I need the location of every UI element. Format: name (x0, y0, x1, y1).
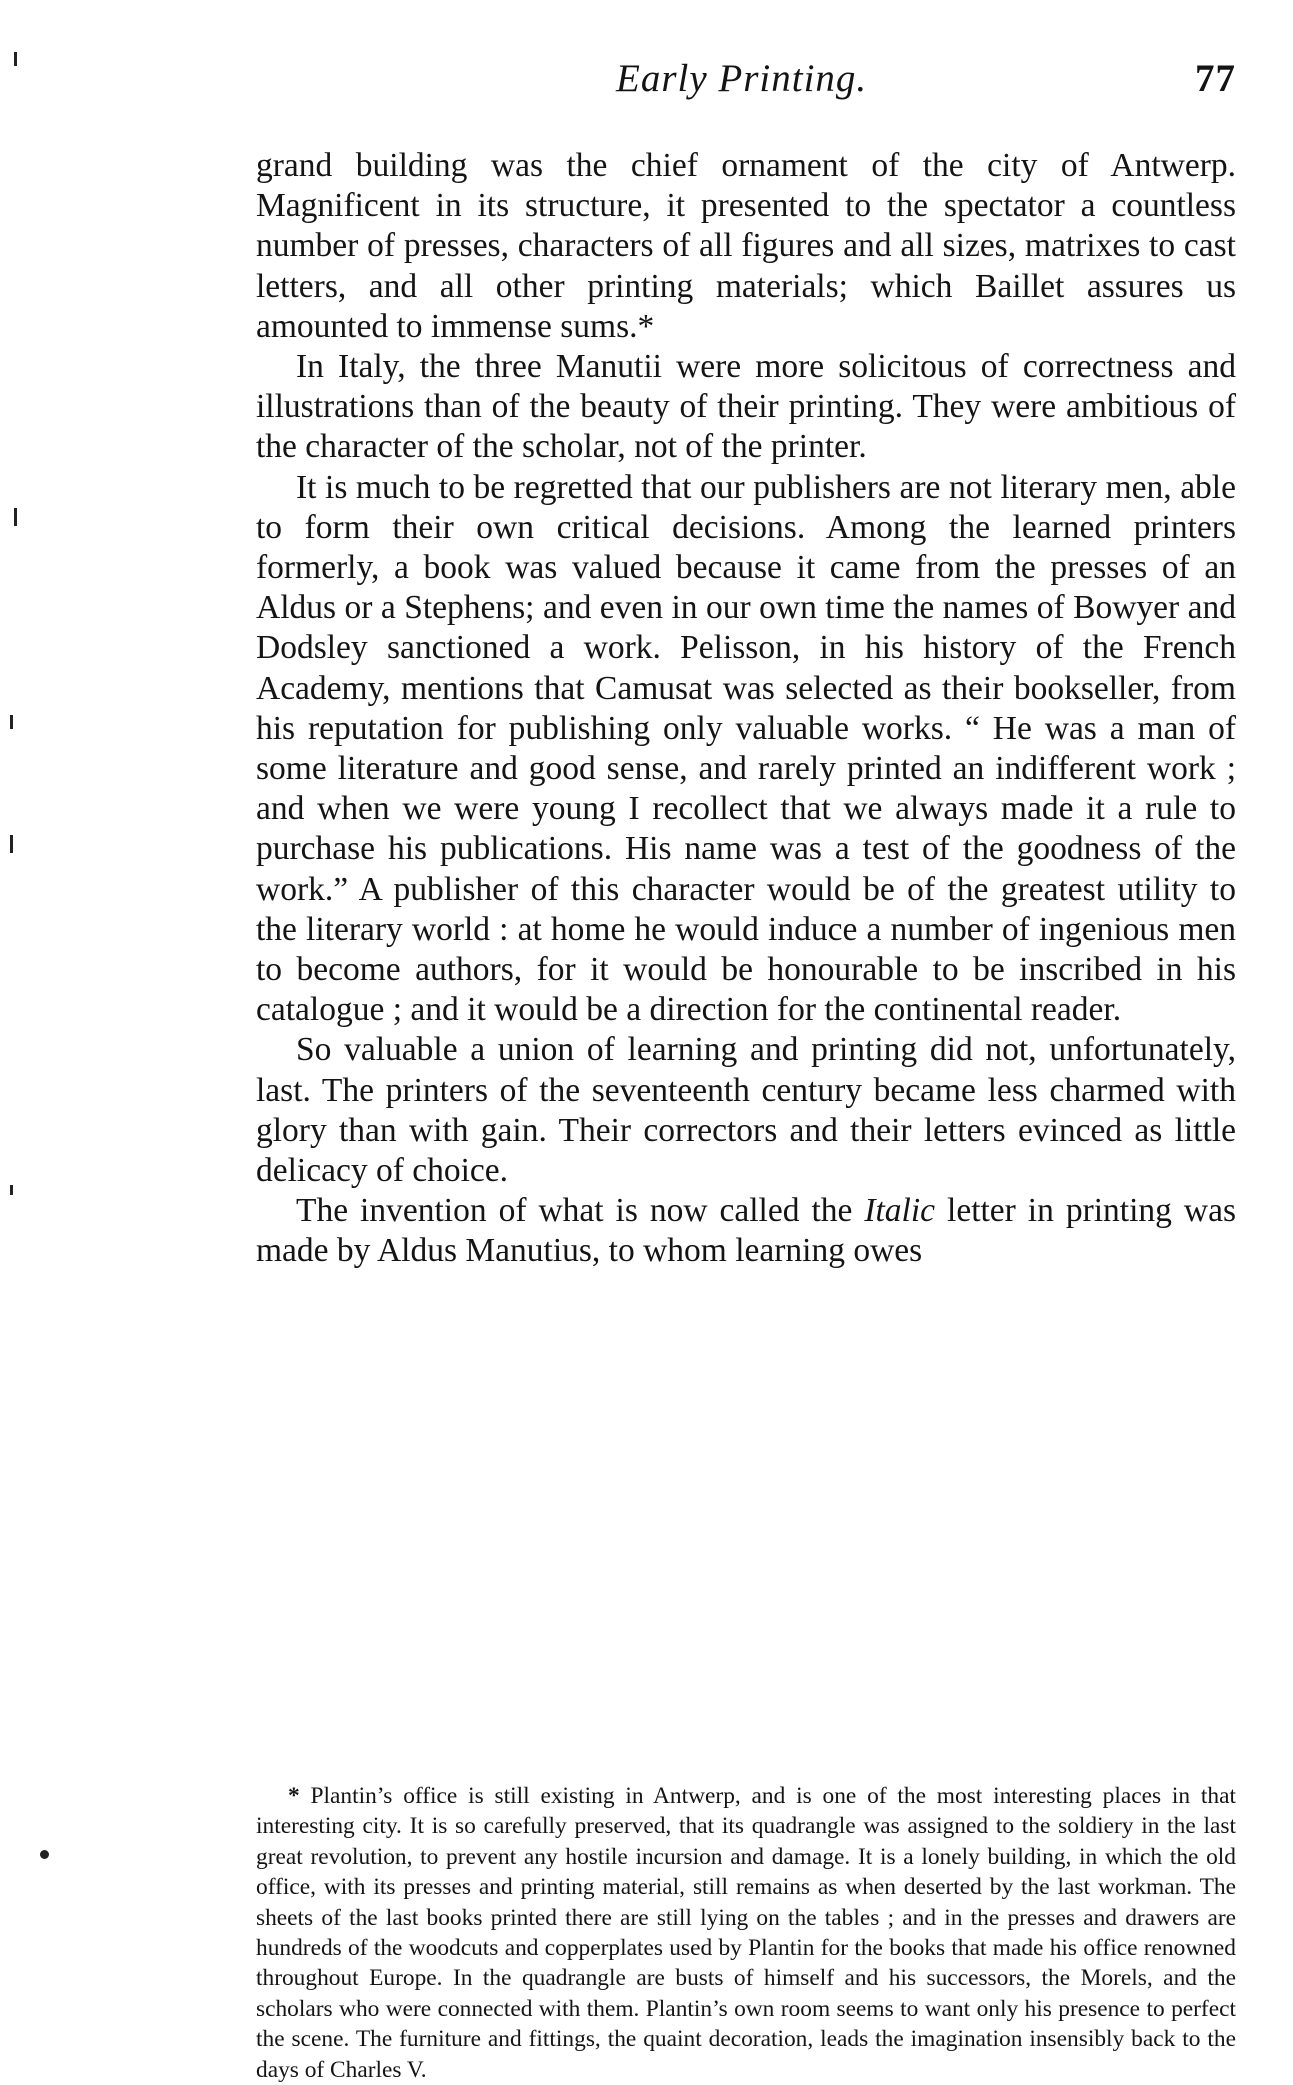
page-header (256, 56, 1236, 116)
scan-dot (40, 1850, 49, 1859)
paragraph-text-after: letter in printing was made by Aldus Manutius, to whom learning owes (256, 1192, 1236, 1270)
scan-mark (10, 715, 13, 729)
paragraph: grand building was the chief ornament of the city of Antwerp. Magnificent in its structure, it presented to the spectator a countless number of presses, characters of all figures and all sizes, matrixes to cast letters, and all other printing materials; which Baillet assures us amounted to immense sums.* (256, 147, 1236, 345)
scan-mark (14, 52, 17, 66)
body-text (256, 146, 1236, 1272)
paragraph: It is much to be regretted that our publishers are not literary men, able to form their own critical decisions. Among the learned printers formerly, a book was valued because it came from the presses of an Aldus or a Stephens; and even in our own time the names of Bowyer and Dodsley sanctioned a work. Pelisson, in his history of the French Academy, mentions that Camusat was selected as their bookseller, from his reputation for publishing only valuable works. “ He was a man of some literature and good sense, and rarely printed an indifferent work ; and when we were young I recollect that we always made it a rule to purchase his publications. His name was a test of the goodness of the work.” A publisher of this character would be of the greatest utility to the literary world : at home he would induce a number of ingenious men to become authors, for it would be honourable to be inscribed in his catalogue ; and it would be a direction for the continental reader. (256, 468, 1236, 1029)
footnote (256, 1781, 1236, 2085)
paragraph-italic-letter (256, 1191, 1236, 1271)
italic-word: Italic (864, 1192, 936, 1230)
page-number: 77 (1195, 57, 1236, 100)
paragraph: In Italy, the three Manutii were more solicitous of correctness and illustrations than of the beauty of their printing. They were ambitious of the character of the scholar, not of the printer. (256, 348, 1236, 466)
footnote-marker: * (288, 1783, 300, 1809)
scan-mark (10, 835, 13, 853)
running-title: Early Printing. (616, 57, 868, 100)
scan-mark (14, 508, 17, 526)
footnote-text: Plantin’s office is still existing in Antwerp, and is one of the most interesting places in that interesting city. It is so carefully preserved, that its quadrangle was assigned to the soldiery in the last great revolution, to prevent any hostile incursion and damage. It is a lonely building, in which the old office, with its presses and printing material, still remains as when deserted by the last workman. The sheets of the last books printed there are still lying on the tables ; and in the presses and drawers are hundreds of the woodcuts and copperplates used by Plantin for the books that made his office renowned throughout Europe. In the quadrangle are busts of himself and his successors, the Morels, and the scholars who were connected with them. Plantin’s own room seems to want only his presence to perfect the scene. The furniture and fittings, the quaint decoration, leads the imagination insensibly back to the days of Charles V. (256, 1783, 1236, 2083)
paragraph-text-before: The invention of what is now called the (296, 1192, 865, 1230)
paragraph: So valuable a union of learning and printing did not, unfortunately, last. The printers of the seventeenth century became less charmed with glory than with gain. Their correctors and their letters evinced as little delicacy of choice. (256, 1031, 1236, 1190)
scan-mark (10, 1185, 13, 1195)
